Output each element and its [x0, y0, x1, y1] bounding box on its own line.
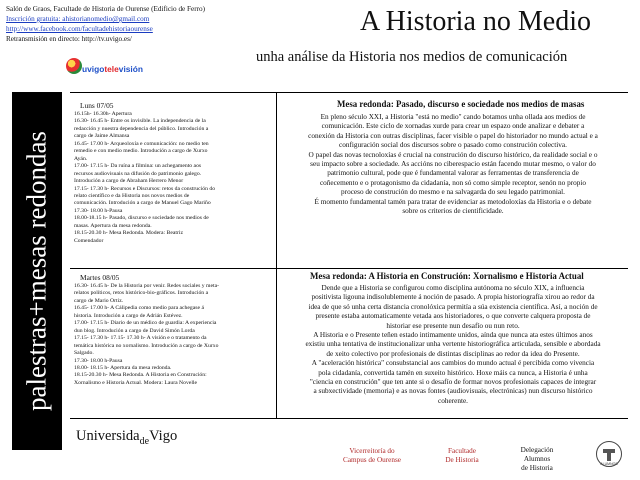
panel1-line: proceso de construción do mesmo e na salvagarda do seu legado patrimonial. [341, 188, 565, 197]
panel2-line: de xeito colectivo por profesionais de distintas disciplinas ao redor da idea do Presente. [326, 349, 580, 358]
schedule-line: 18.15-20.30 h- Mesa Redonda. Modera: Beatriz [74, 230, 183, 237]
schedule-line: masas. Apertura da mesa redonda. [74, 222, 152, 229]
vicerreitoria-label: Vicerreitoría do Campus de Ourense [343, 447, 401, 464]
university-logo: Universida$_{de}$Vigo [76, 428, 178, 447]
broadcast-text[interactable]: Retransmisión en directo: http://tv.uvigo.es/ [6, 35, 132, 43]
panel2-line: A Historia e o Presente teñen estado intimamente unidos, aínda que nunca ata estes últimos anos [313, 331, 593, 340]
panel1-line: En pleno século XXI, a Historia "está no medio" cando botamos unha ollada aos medios de [320, 113, 586, 121]
divider-vertical [276, 92, 277, 418]
schedule-line: 17.00- 17.15 h- Da ruína a filmina: un achegamento aos [74, 163, 202, 170]
schedule-line: 18.00-18.15 h- Pasado, discurso e sociedade nos medios de [74, 215, 209, 222]
panel2-line: A "aceleración histórica" consubstancial aos cambios do mundo actual é percibida como vivencia [311, 359, 595, 368]
panel1-line: sobre os criterios de cientificidade. [402, 207, 504, 216]
tv-logo-icon [66, 58, 82, 74]
panel1-line: comunicación. Este ciclo de xornadas xurde para crear un espazo onde analizar e debater a [321, 122, 585, 131]
uvigo-tv-logo [66, 60, 168, 78]
schedule-line: 16.30- 16.45 h- De la Historia por venir. Redes sociales y meta- [74, 283, 219, 289]
panel2-line: positivista ligouna indisolublemente á noción de pasado. A propia historiografía xirou ao redor da [311, 293, 595, 302]
schedule-line: 16.45- 17.00 h- A Cálipedia como medio para achegase á [74, 305, 204, 312]
delegation-seal-icon [595, 440, 623, 468]
schedule-line: Ayán. [74, 155, 88, 162]
facebook-link[interactable]: http://www.facebook.com/facultadehistoriaourense [6, 25, 153, 33]
schedule-line: 18.15-20.30 h- Mesa Redonda. A Historia en Construción: [74, 372, 207, 379]
faculty-label: Facultade De Historia [445, 447, 479, 464]
divider-top [70, 92, 628, 93]
day2-label: Martes 08/05 [80, 273, 120, 282]
schedule-line: remedio e con medio medio. Introdución a cargo de Xurxo [74, 148, 208, 155]
panel2-line: historiar ese presente nun desafío ou nun reto. [386, 321, 520, 330]
side-band-label: palestras+mesas redondas [21, 131, 52, 411]
panel2-line: idea de que só unha certa distancia cronolóxica permitía a súa existencia científica. Así, a noción de [308, 302, 598, 311]
schedule-line: cargo de Jaime Almansa [74, 133, 130, 140]
schedule-line: 17.15- 17.30 h- Recursos e Discursos: retos da construción do [74, 185, 216, 192]
schedule-line: 16.30- 16.45 h- Entre os invisible. La independencia de la [74, 118, 206, 125]
panel2-line: "ciencia en construción" que ten ante si o desafío de formar novos profesionais capaces de integrar [309, 378, 597, 387]
schedule-line: comunicación. Introdución a cargo de Manuel Gago Mariño [74, 200, 211, 207]
panel2-body [280, 284, 626, 406]
side-band [12, 92, 62, 450]
schedule-line: historia. Introdución a cargo de Adrián Estévez. [74, 312, 183, 319]
page-subtitle: unha análise da Historia nos medios de comunicación [256, 49, 568, 65]
panel1-line: configuración social dos discursos sobre o pasado como construción colectiva. [339, 141, 567, 150]
schedule-line: recursos audiovisuais na difusión do patrimonio galego. [74, 170, 202, 177]
schedule-line: 17.30- 18.00 h-Pausa [74, 207, 123, 214]
schedule-line: Introdución a cargo de Abraham Herrero Menor [74, 178, 184, 185]
panel2-line: existiu unha tentativa de institucionalizar unha vertente historiográfica articulada, sensible e abordada [305, 340, 601, 349]
schedule-line: Xornalismo e Historia Actual. Modera: Laura Novelle [74, 379, 198, 386]
schedule-line: 16.45- 17.00 h- Arqueoloxía e comunicación: no medio ten [74, 140, 209, 147]
schedule-line: Salgado. [74, 350, 94, 357]
schedule-line: 17.30- 18.00 h-Pausa [74, 357, 123, 364]
panel2-line: pola cidadanía, convertida tamén en suxeito histórico. Hoxe máis ca nunca, a Historia é unha [318, 368, 588, 377]
schedule-line: 18.00- 18.15 h- Apertura da mesa redonda. [74, 364, 172, 371]
schedule-line: relatos políticos, retos histórico-bio-gráficos. Introdución a [74, 290, 209, 297]
panel2-line: coherente. [438, 396, 468, 405]
panel1-line: patrimonio cultural, pode que é fundamental valorar as ferramentas de transferencia de [327, 169, 579, 178]
day1-label: Luns 07/05 [80, 101, 114, 110]
panel2-line: Dende que a Historia se configurou como disciplina autónoma no século XIX, a influencia [321, 284, 585, 292]
divider-bottom [70, 418, 628, 419]
schedule-day2 [74, 273, 272, 387]
schedule-line: temática histórica no xornalismo. Introdución a cargo de Xurxo [74, 342, 219, 349]
panel1-line: coñecemento e o protagonismo da cidadanía, non só como simple receptor, senón no propio [319, 178, 587, 187]
registration-link[interactable]: Inscrición gratuita: ahistorianomedio@gmail.com [6, 15, 150, 23]
panel1-line: conexión da Historia con outras disciplinas, facer visible o papel do historiador no mundo actual e a [308, 131, 598, 140]
seal-text: ALUMNOS [600, 462, 618, 466]
schedule-line: cargo de Mario Ortiz. [74, 297, 124, 304]
delegation-label: Delegación Alumnos de Historia [520, 446, 554, 472]
schedule-line: relato científico e da Historia nos novos medios de [74, 192, 190, 199]
panel1-line: O papel das novas tecnoloxías é crucial na construción do discurso histórico, da realidade social e o [308, 150, 598, 159]
schedule-line: 17.00- 17.15 h- Diario de un médico de guardia: A experiencia [74, 320, 217, 327]
schedule-line: Comendador [74, 237, 104, 244]
panel1-title: Mesa redonda: Pasado, discurso e sociedade nos medios de masas [337, 99, 585, 109]
schedule-day1 [74, 101, 272, 245]
tv-logo-text: uvigotelevisión [82, 64, 143, 74]
schedule-line: 17.15- 17.30 h- 17.15- 17.30 h- A visión e o tratamento da [74, 335, 207, 342]
schedule-line: 16.15h- 16.30h- Apertura [74, 111, 132, 117]
panel1-body [280, 113, 626, 216]
panel2-title: Mesa redonda: A Historia en Construción: Xornalismo e Historia Actual [310, 271, 584, 281]
schedule-line: dun blog. Introdución a cargo de David Simón Lorda [74, 327, 195, 334]
panel1-line: É momento fundamental tamén para tratar de evidenciar as metodoloxías da Historia e o debate [314, 197, 592, 206]
panel1-line: seu impacto sobre a sociedade. As accións no ciberespacio están facendo mutar mesmo, o valor do [310, 160, 596, 169]
page-title: A Historia no Medio [360, 6, 591, 37]
divider-middle [70, 268, 628, 269]
panel2-line: a subxectividade (memoria) e as novas fontes (audiovisuais, electrónicas) nun discurso histórico [313, 387, 593, 396]
event-info [6, 4, 306, 44]
panel2-line: presente estaba automaticamente vetada aos historiadores, o que converte calquera proposta de [315, 312, 591, 321]
schedule-line: redacción y nuestra dependencia del público. Introdución a [74, 125, 209, 132]
venue-text: Salón de Graos, Facultade de Historia de Ourense (Edificio de Ferro) [6, 5, 205, 13]
